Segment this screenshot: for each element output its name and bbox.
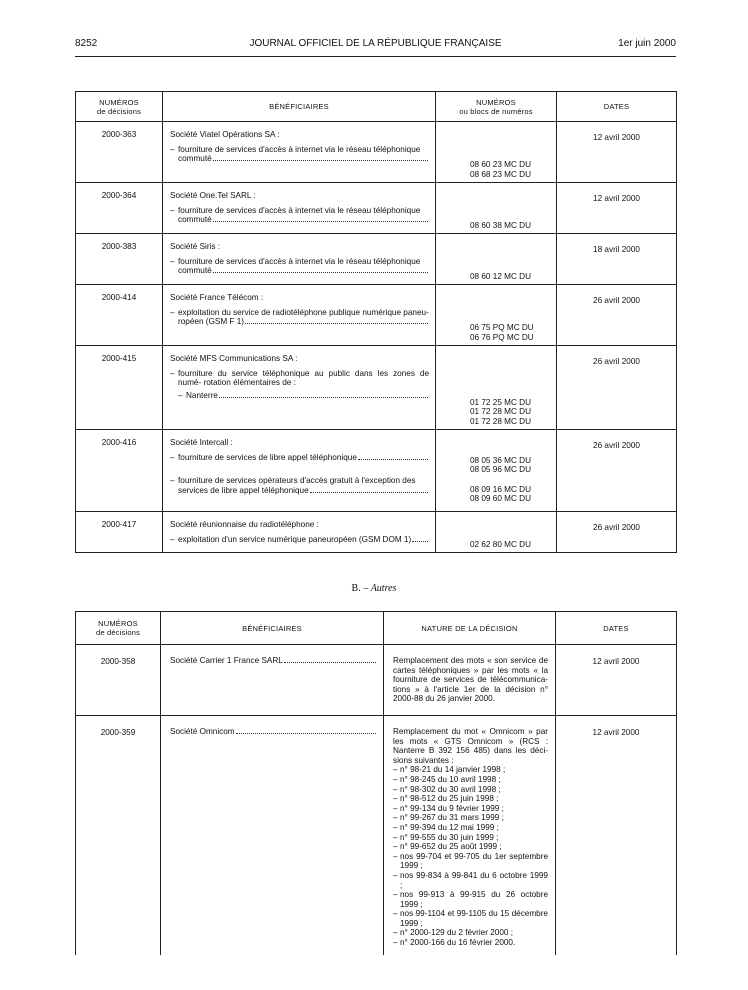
decision-date: 12 avril 2000 [557, 183, 677, 234]
table-row [76, 716, 677, 956]
decision-reference-item [393, 823, 548, 833]
service-item: – fourniture de services d'accès à internet via le réseau téléphonique commuté [170, 206, 429, 225]
service-item: – fourniture de services d'accès à internet via le réseau téléphonique commuté [170, 145, 429, 164]
decision-reference-text: n° 99-555 du 30 juin 1999 ; [400, 832, 499, 842]
number-blocks [436, 512, 557, 553]
decision-date: 26 avril 2000 [557, 512, 677, 553]
dot-leader [219, 396, 428, 398]
list-dash: – [393, 938, 398, 948]
list-dash: – [393, 794, 398, 804]
company-name: Société Carrier 1 France SARL [170, 656, 283, 665]
decision-number: 2000-363 [76, 122, 163, 183]
decision-reference-item [393, 804, 548, 814]
decision-reference-item [393, 928, 548, 938]
col-header-numeros [76, 612, 161, 645]
decision-number: 2000-416 [76, 430, 163, 512]
service-text-end: exploitation d'un service numérique paneuropéen (GSM DOM 1) [178, 534, 412, 544]
number-blocks [436, 285, 557, 346]
service-item: – fourniture de services de libre appel téléphonique [170, 453, 429, 463]
company-name: Société MFS Communications SA : [170, 354, 298, 363]
beneficiary-cell [163, 234, 436, 285]
section-b-prefix: B. – [351, 583, 369, 594]
table-row [76, 122, 677, 183]
number-block: 08 60 38 MC DU [470, 220, 531, 230]
company-name: Société One.Tel SARL : [170, 191, 256, 200]
decision-date: 12 avril 2000 [557, 122, 677, 183]
service-item: – fourniture du service téléphonique au public dans les zones de numé- rotation élémentaires de : [170, 368, 429, 388]
section-b-title [0, 583, 748, 594]
dot-leader [412, 540, 428, 542]
list-dash: – [393, 774, 398, 784]
dot-leader [213, 220, 428, 222]
decision-number: 2000-383 [76, 234, 163, 285]
dot-leader [284, 661, 376, 663]
col-header-numeros-line1: NUMÉROS [98, 619, 138, 628]
number-block: 06 75 PQ MC DU [470, 323, 534, 333]
service-text-end: commuté [178, 266, 212, 276]
list-dash: – [393, 928, 398, 938]
table-row [76, 183, 677, 234]
col-header-dates: DATES [557, 92, 677, 122]
number-block: 08 68 23 MC DU [470, 169, 531, 179]
decision-reference-text: n° 2000-129 du 2 février 2000 ; [400, 928, 513, 938]
list-dash: – [393, 890, 398, 900]
beneficiary-cell [163, 183, 436, 234]
number-block: 08 60 12 MC DU [470, 271, 531, 281]
decision-reference-text: n° 99-652 du 25 août 1999 ; [400, 842, 502, 852]
table-b-header-row [76, 612, 677, 645]
beneficiary-cell [163, 285, 436, 346]
number-block: 02 62 80 MC DU [470, 539, 531, 549]
decision-date: 26 avril 2000 [557, 430, 677, 512]
service-item: – fourniture de services opérateurs d'accès gratuit à l'exception des services de libre appel téléphonique [170, 476, 429, 495]
service-item: – fourniture de services d'accès à internet via le réseau téléphonique commuté [170, 257, 429, 276]
number-blocks [436, 346, 557, 430]
table-row [76, 285, 677, 346]
dot-leader [213, 271, 428, 273]
list-dash: – [393, 851, 398, 861]
col-header-beneficiaires: BÉNÉFICIAIRES [161, 612, 384, 645]
company-name: Société Intercall : [170, 438, 233, 447]
service-text: fourniture de services opérateurs d'accès gratuit à l'exception des [178, 476, 416, 486]
beneficiary-cell [161, 645, 384, 716]
beneficiary-cell [163, 346, 436, 430]
table-b-wrapper [75, 611, 677, 955]
decision-date: 12 avril 2000 [556, 716, 677, 956]
decision-reference-text: nos 99-834 à 99-841 du 6 octobre 1999 ; [400, 870, 548, 890]
decision-reference-text: n° 98-21 du 14 janvier 1998 ; [400, 765, 506, 775]
dot-leader [236, 732, 376, 734]
number-block: 08 09 16 MC DU [470, 484, 531, 494]
number-blocks [436, 183, 557, 234]
decision-date: 18 avril 2000 [557, 234, 677, 285]
number-blocks [436, 430, 557, 512]
decisions-table-b [75, 611, 677, 955]
list-dash: – [393, 813, 398, 823]
decision-number: 2000-359 [76, 716, 161, 956]
service-text-end: fourniture de services de libre appel téléphonique [178, 452, 357, 462]
company-name: Société Viatel Opérations SA : [170, 130, 280, 139]
decision-reference-text: n° 98-302 du 30 avril 1998 ; [400, 784, 501, 794]
service-item: – exploitation d'un service numérique paneuropéen (GSM DOM 1) [170, 535, 429, 545]
decision-reference-text: nos 99-1104 et 99-1105 du 15 décembre 1999 ; [400, 909, 548, 928]
company-name: Société réunionnaise du radiotéléphone : [170, 520, 319, 529]
col-header-dates: DATES [556, 612, 677, 645]
service-text-end: commuté [178, 215, 212, 225]
service-item: – exploitation du service de radiotéléphone publique numérique paneu- ropéen (GSM F 1) [170, 307, 429, 327]
dot-leader [245, 322, 428, 324]
decision-reference-item [393, 909, 548, 928]
decision-reference-item [393, 842, 548, 852]
number-block: 08 60 23 MC DU [470, 160, 531, 170]
beneficiary-cell [163, 122, 436, 183]
col-header-numeros-line1: NUMÉROS [99, 97, 139, 107]
col-header-numeros-line2: de décisions [96, 106, 142, 116]
service-text: fourniture de services d'accès à internet via le réseau téléphonique [178, 205, 421, 215]
decision-date: 26 avril 2000 [557, 346, 677, 430]
decision-number: 2000-415 [76, 346, 163, 430]
service-text: fourniture de services d'accès à internet via le réseau téléphonique [178, 144, 421, 154]
decision-reference-item [393, 765, 548, 775]
zone-name: Nanterre [186, 390, 218, 400]
list-dash: – [393, 842, 398, 852]
page-number: 8252 [75, 38, 98, 49]
header-rule [75, 56, 676, 57]
list-dash: – [393, 909, 398, 919]
decision-date: 26 avril 2000 [557, 285, 677, 346]
table-row [76, 512, 677, 553]
dot-leader [358, 458, 428, 460]
list-dash: – [393, 832, 398, 842]
list-dash: – [393, 784, 398, 794]
decision-number: 2000-364 [76, 183, 163, 234]
decision-reference-item [393, 794, 548, 804]
service-text-end: commuté [178, 154, 212, 164]
list-dash: – [393, 870, 398, 880]
col-header-blocs-line2: ou blocs de numéros [459, 106, 533, 116]
company-name: Société Omnicom [170, 727, 235, 736]
decision-reference-item [393, 852, 548, 871]
decision-reference-text: n° 98-245 du 10 avril 1998 ; [400, 774, 501, 784]
number-block: 01 72 28 MC DU [470, 416, 531, 426]
number-blocks [436, 122, 557, 183]
list-dash: – [393, 822, 398, 832]
number-block: 06 76 PQ MC DU [470, 332, 534, 342]
journal-title: JOURNAL OFFICIEL DE LA RÉPUBLIQUE FRANÇAISE [249, 38, 502, 49]
col-header-nature: NATURE DE LA DÉCISION [384, 612, 556, 645]
service-text: fourniture de services d'accès à internet via le réseau téléphonique [178, 256, 421, 266]
decision-reference-text: n° 2000-166 du 16 février 2000. [400, 938, 516, 948]
decision-nature: Remplacement des mots « son service de cartes téléphoniques » par les mots « la fourniture de services de télécommunica- tions » à l'article 1er de la décision n° 2000-88 du 26 janvier 2000. [384, 645, 556, 716]
decision-reference-text: n° 98-512 du 25 juin 1998 ; [400, 794, 499, 804]
table-row [76, 645, 677, 716]
number-block: 01 72 28 MC DU [470, 407, 531, 417]
number-block: 08 09 60 MC DU [470, 494, 531, 504]
dot-leader [310, 491, 428, 493]
nature-list [393, 765, 548, 947]
number-block: 08 05 96 MC DU [470, 465, 531, 475]
col-header-beneficiaires: BÉNÉFICIAIRES [163, 92, 436, 122]
decision-reference-text: n° 99-134 du 9 février 1999 ; [400, 803, 504, 813]
section-b-name: Autres [370, 583, 397, 594]
decision-date: 12 avril 2000 [556, 645, 677, 716]
number-block: 08 05 36 MC DU [470, 456, 531, 465]
issue-date: 1er juin 2000 [618, 38, 676, 49]
beneficiary-cell [161, 716, 384, 956]
table-row [76, 346, 677, 430]
decision-reference-text: n° 99-394 du 12 mai 1999 ; [400, 822, 499, 832]
nature-intro: Remplacement du mot « Omnicom » par les mots « GTS Omnicom » (RCS : Nanterre B 392 156 485) dans les déci- sions suivantes : [393, 727, 548, 765]
decision-reference-item [393, 775, 548, 785]
list-dash: – [393, 803, 398, 813]
dot-leader [213, 159, 428, 161]
table-row [76, 234, 677, 285]
decisions-table-a [75, 91, 677, 553]
list-dash: – [393, 765, 398, 775]
decision-reference-item [393, 938, 548, 948]
service-text-end: ropéen (GSM F 1) [178, 317, 244, 327]
decision-reference-item [393, 813, 548, 823]
col-header-numeros [76, 92, 163, 122]
table-row [76, 430, 677, 512]
col-header-blocs [436, 92, 557, 122]
decision-reference-item [393, 785, 548, 795]
table-a-header-row [76, 92, 677, 122]
page-header [75, 38, 676, 54]
service-text-end: services de libre appel téléphonique [178, 485, 309, 495]
service-text: fourniture du service téléphonique au public dans les zones de numé- rotation élémentaires de : [178, 368, 429, 388]
decision-reference-text: nos 99-913 à 99-915 du 26 octobre 1999 ; [400, 890, 548, 909]
decision-reference-item [393, 890, 548, 909]
service-text: exploitation du service de radiotéléphone publique numérique paneu- [178, 307, 429, 317]
col-header-numeros-line2: de décisions [95, 628, 141, 637]
decision-number: 2000-358 [76, 645, 161, 716]
decision-number: 2000-414 [76, 285, 163, 346]
col-header-blocs-line1: NUMÉROS [476, 97, 516, 107]
number-blocks [436, 234, 557, 285]
decision-nature [384, 716, 556, 956]
decision-reference-item [393, 871, 548, 890]
company-name: Société Siris : [170, 242, 221, 251]
beneficiary-cell [163, 512, 436, 553]
number-block: 01 72 25 MC DU [470, 397, 531, 407]
decision-number: 2000-417 [76, 512, 163, 553]
decision-reference-item [393, 833, 548, 843]
beneficiary-cell [163, 430, 436, 512]
decision-reference-text: n° 99-267 du 31 mars 1999 ; [400, 813, 504, 823]
company-name: Société France Télécom : [170, 293, 264, 302]
decision-reference-text: nos 99-704 et 99-705 du 1er septembre 1999 ; [400, 851, 548, 871]
zone-item: – Nanterre [178, 391, 429, 401]
